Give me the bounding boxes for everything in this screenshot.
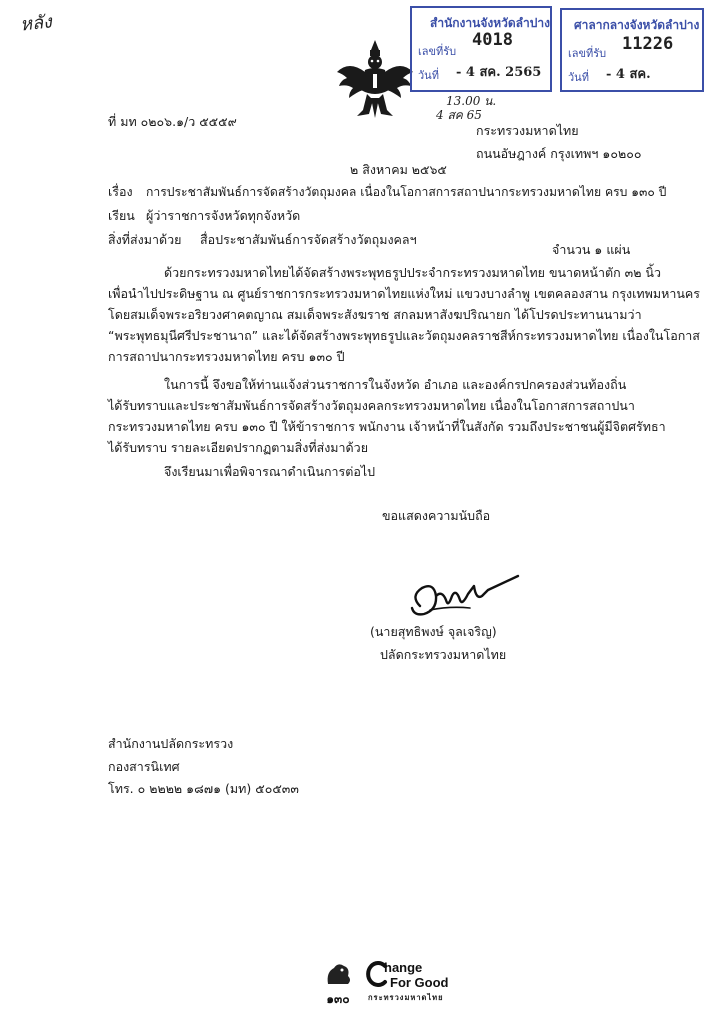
letter-date: ๒ สิงหาคม ๒๕๖๕ <box>350 162 447 177</box>
paragraph-line: ในการนี้ จึงขอให้ท่านแจ้งส่วนราชการในจังหวัด อำเภอ และองค์กรปกครองส่วนท้องถิ่น <box>164 377 627 392</box>
stamp-date: - 4 สค. <box>606 67 651 82</box>
paragraph-line: ได้รับทราบและประชาสัมพันธ์การจัดสร้างวัตถุมงคลกระทรวงมหาดไทย เนื่องในโอกาสการสถาปนา <box>108 398 635 413</box>
sender-ministry: กระทรวงมหาดไทย <box>476 123 579 138</box>
signer-title: ปลัดกระทรวงมหาดไทย <box>380 647 507 662</box>
paragraph-line: การสถาปนากระทรวงมหาดไทย ครบ ๑๓๐ ปี <box>108 349 345 364</box>
handwritten-time: 13.00 น. <box>446 94 497 108</box>
paragraph-line: เพื่อนำไปประดิษฐาน ณ ศูนย์ราชการกระทรวงมหาดไทยแห่งใหม่ แขวงบางลำพู เขตคลองสาน กรุงเทพมหานคร <box>108 286 701 301</box>
paragraph-3: จึงเรียนมาเพื่อพิจารณาดำเนินการต่อไป <box>164 464 376 479</box>
closing: ขอแสดงความนับถือ <box>382 508 491 523</box>
subject-label: เรื่อง <box>108 184 133 199</box>
footer-division: กองสารนิเทศ <box>108 759 180 774</box>
stamp-received-label: เลขที่รับ <box>418 45 457 58</box>
stamp-date: - 4 สค. 2565 <box>456 65 542 80</box>
received-stamp-hall <box>560 8 704 92</box>
stamp-received-number: 11226 <box>622 34 674 54</box>
anniversary-number: ๑๓๐ <box>326 992 350 1006</box>
handwritten-date: 4 สค 65 <box>436 108 482 122</box>
paragraph-line: โดยสมเด็จพระอริยวงศาคตญาณ สมเด็จพระสังฆราช สกลมหาสังฆปริณายก ได้โปรดประทานนามว่า <box>108 307 642 322</box>
stamp-office: สำนักงานจังหวัดลำปาง <box>430 16 550 30</box>
to-label: เรียน <box>108 208 135 223</box>
paragraph-1 <box>108 262 700 367</box>
logo-subtitle: กระทรวงมหาดไทย <box>368 993 444 1002</box>
stamp-date-label: วันที่ <box>418 69 439 82</box>
received-stamp-province <box>410 6 552 92</box>
sender-address: ถนนอัษฎางค์ กรุงเทพฯ ๑๐๒๐๐ <box>476 146 642 161</box>
footer-office: สำนักงานปลัดกระทรวง <box>108 736 234 751</box>
to-text: ผู้ว่าราชการจังหวัดทุกจังหวัด <box>146 208 301 223</box>
signature <box>390 566 530 626</box>
logo-line-2: For Good <box>390 975 449 990</box>
paragraph-line: ได้รับทราบ รายละเอียดปรากฏตามสิ่งที่ส่งมาด้วย <box>108 440 369 455</box>
reference-number: ที่ มท ๐๒๐๖.๑/ว ๕๕๕๙ <box>108 114 237 129</box>
stamp-received-label: เลขที่รับ <box>568 47 607 60</box>
paragraph-2 <box>108 374 666 458</box>
stamp-received-number: 4018 <box>472 30 513 50</box>
garuda-emblem <box>335 38 415 120</box>
handwritten-note: หลัง <box>19 11 53 36</box>
subject-text: การประชาสัมพันธ์การจัดสร้างวัตถุมงคล เนื่องในโอกาสการสถาปนากระทรวงมหาดไทย ครบ ๑๓๐ ปี <box>146 185 667 199</box>
stamp-office: ศาลากลางจังหวัดลำปาง <box>574 18 700 32</box>
paragraph-line: ด้วยกระทรวงมหาดไทยได้จัดสร้างพระพุทธรูปประจำกระทรวงมหาดไทย ขนาดหน้าตัก ๓๒ นิ้ว <box>164 265 661 280</box>
enclosure-label: สิ่งที่ส่งมาด้วย <box>108 232 182 247</box>
paragraph-line: “พระพุทธมุนีศรีประชานาถ” และได้จัดสร้างพระพุทธรูปและวัตถุมงคลราชสีห์กระทรวงมหาดไทย เนื่องในโอกาส <box>108 328 700 343</box>
anniversary-logo <box>320 958 356 1006</box>
change-for-good-logo <box>366 958 486 1008</box>
signer-name: (นายสุทธิพงษ์ จุลเจริญ) <box>370 624 497 639</box>
lion-emblem-icon <box>320 958 356 988</box>
paragraph-line: กระทรวงมหาดไทย ครบ ๑๓๐ ปี ให้ข้าราชการ พนักงาน เจ้าหน้าที่ในสังกัด รวมถึงประชาชนผู้มีจิตศรัทธา <box>108 419 666 434</box>
logo-line-1: hange <box>384 960 423 975</box>
enclosure-text: สื่อประชาสัมพันธ์การจัดสร้างวัตถุมงคลฯ <box>200 232 417 247</box>
stamp-date-label: วันที่ <box>568 71 589 84</box>
enclosure-count: จำนวน ๑ แผ่น <box>552 242 631 257</box>
footer-phone: โทร. ๐ ๒๒๒๒ ๑๘๗๑ (มท) ๕๐๕๓๓ <box>108 781 299 796</box>
